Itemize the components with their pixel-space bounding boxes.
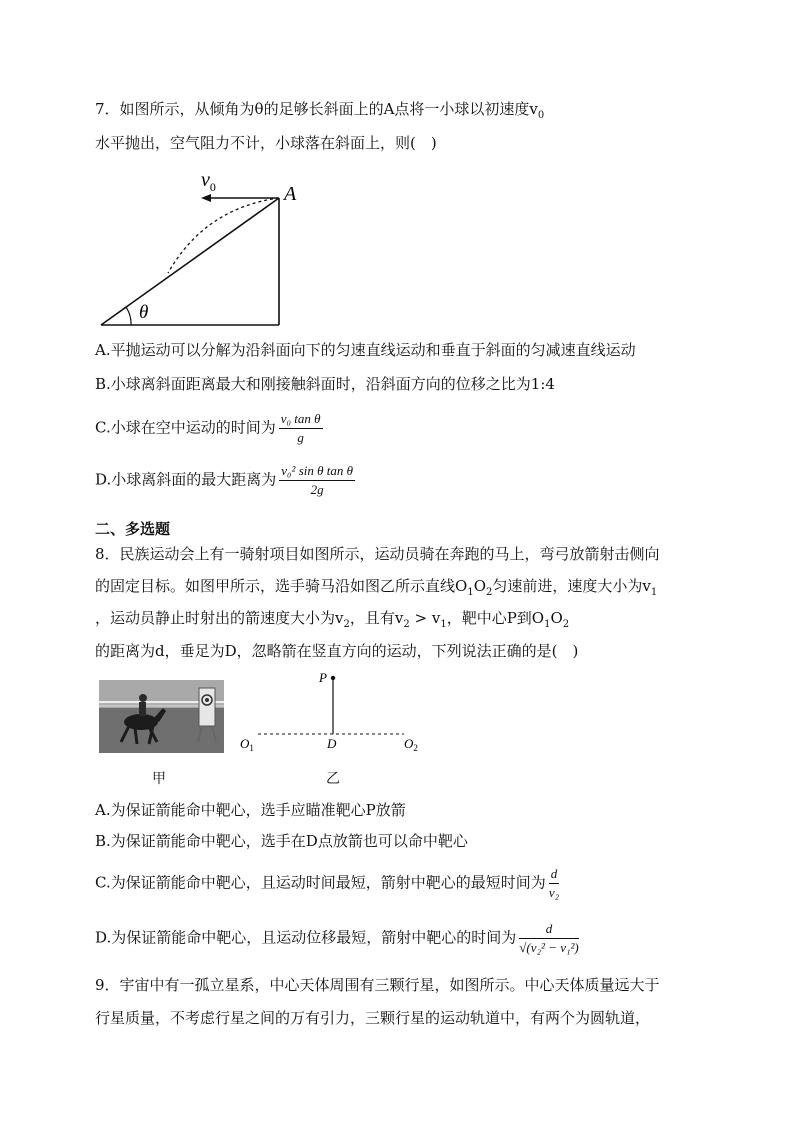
q7-option-b: B.小球离斜面距离最大和刚接触斜面时，沿斜面方向的位移之比为1:4 (95, 375, 555, 393)
label-v0: $v_0$ (201, 169, 216, 194)
label-o1: $O_1$ (240, 736, 254, 753)
q7-c-fraction: $\frac{\text{v₀ tan θ}}{g}$ (280, 411, 321, 445)
q7-option-a: A.平抛运动可以分解为沿斜面向下的匀速直线运动和垂直于斜面的匀减速直线运动 (95, 341, 636, 359)
q8-option-b: B.为保证箭能命中靶心，选手在D点放箭也可以命中靶心 (95, 832, 468, 850)
angle-arc (126, 307, 131, 325)
q8-geometry-figure (236, 668, 426, 758)
archery-photo (99, 680, 224, 753)
caption-jia: 甲 (152, 771, 166, 787)
label-A: A (284, 183, 297, 205)
q9-stem-line2: 行星质量，不考虑行星之间的万有引力，三颗行星的运动轨道中，有两个为圆轨道， (95, 1009, 651, 1027)
q7-option-c: C.小球在空中运动的时间为 $\frac{\text{v₀ tan θ}}{g}$ (95, 411, 321, 445)
q8-stem-line1: 8．民族运动会上有一骑射项目如图所示，运动员骑在奔跑的马上，弯弓放箭射击侧向 (95, 545, 660, 563)
q8-option-d: D.为保证箭能命中靶心，且运动位移最短，箭射中靶心的时间为 $\frac{d}{\text{√(v₂² − v₁²)}}$ (95, 921, 579, 955)
q8-d-fraction: $\frac{d}{\text{√(v₂² − v₁²)}}$ (519, 921, 579, 955)
q8-stem-line2: 的固定目标。如图甲所示，选手骑马沿如图乙所示直线$O_1O_2$匀速前进，速度大小为$v_1$ (95, 577, 658, 598)
q8-c-fraction: $\frac{d}{\text{v₂}}$ (548, 866, 560, 900)
q7-incline-figure (95, 168, 315, 332)
q7-stem-line1: 7．如图所示，从倾角为θ的足够长斜面上的A点将一小球以初速度$v_0$ (95, 100, 545, 121)
q7-stem-line2: 水平抛出，空气阻力不计，小球落在斜面上，则( ) (95, 134, 437, 152)
section-heading-multi-choice: 二、多选题 (95, 520, 171, 538)
velocity-arrowhead (201, 194, 211, 202)
q7-option-d: D.小球离斜面的最大距离为 $\frac{\text{v₀² sin θ tan θ}}{2g}$ (95, 463, 354, 497)
q8-option-a: A.为保证箭能命中靶心，选手应瞄准靶心P放箭 (95, 801, 406, 819)
q7-d-fraction: $\frac{\text{v₀² sin θ tan θ}}{2g}$ (281, 463, 354, 497)
label-theta: θ (139, 302, 149, 323)
q8-stem-line3: ，运动员静止时射出的箭速度大小为$v_2$，且有$v_2 > v_1$，靶中心P到$O_1O_2$ (95, 609, 570, 630)
label-p: P (319, 670, 327, 685)
q8-option-c: C.为保证箭能命中靶心，且运动时间最短，箭射中靶心的最短时间为 $\frac{d}{\text{v₂}}$ (95, 866, 560, 900)
q9-stem-line1: 9．宇宙中有一孤立星系，中心天体周围有三颗行星，如图所示。中心天体质量远大于 (95, 976, 660, 994)
point-p (331, 676, 335, 680)
label-o2: $O_2$ (404, 736, 418, 753)
caption-yi: 乙 (326, 771, 340, 787)
q8-stem-line4: 的距离为d，垂足为D，忽略箭在竖直方向的运动，下列说法正确的是( ) (95, 642, 579, 660)
label-d: D (327, 736, 337, 751)
incline-hypotenuse (101, 198, 279, 325)
